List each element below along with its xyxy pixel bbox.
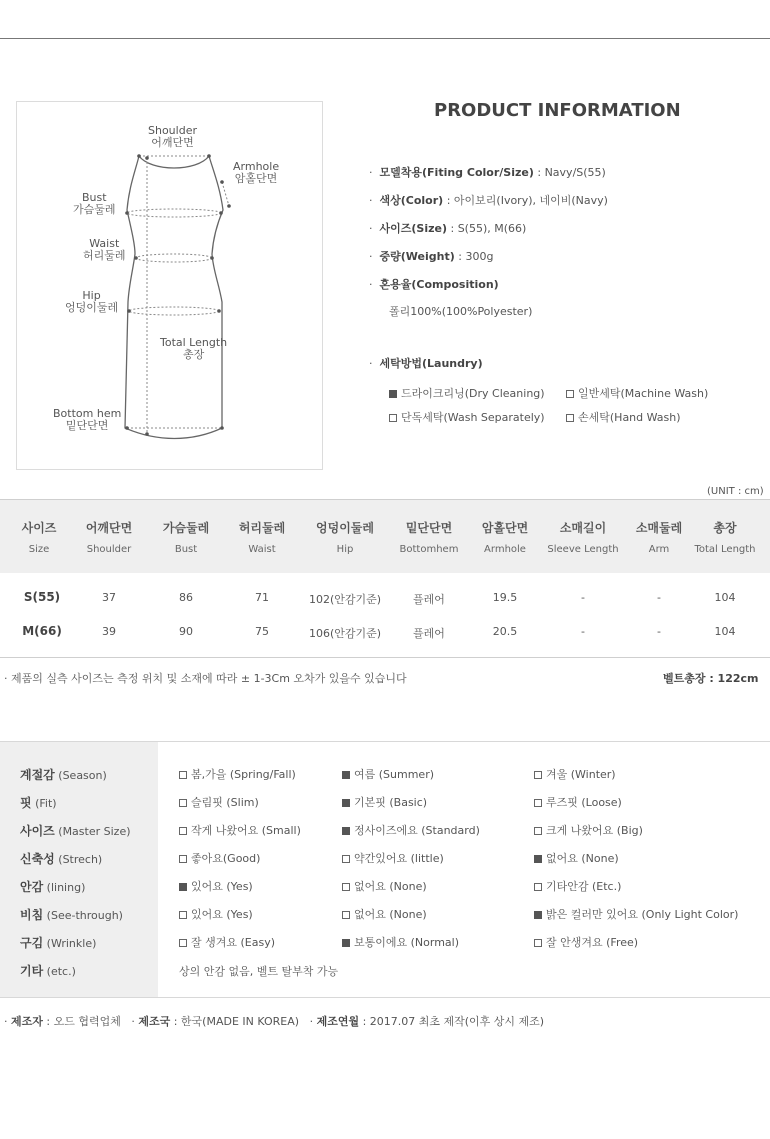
table-cell: 플레어 xyxy=(413,627,445,640)
table-cell-size: S(55) xyxy=(23,590,61,604)
option-label: 없어요 (None) xyxy=(354,880,427,893)
bullet: · xyxy=(369,222,373,235)
attr-see-through-label xyxy=(20,906,123,923)
checked-box-icon xyxy=(179,883,187,891)
option-label: 보통이에요 (Normal) xyxy=(354,936,460,949)
option-see-through-none xyxy=(342,906,427,922)
country-label: 제조국 xyxy=(138,1015,171,1028)
bust-label-ko: 가슴둘레 xyxy=(73,203,116,216)
unit-label: (UNIT : cm) xyxy=(707,486,764,497)
col-header-ko: 어깨단면 xyxy=(85,521,133,535)
option-label: 있어요 (Yes) xyxy=(191,880,253,893)
col-header-waist xyxy=(232,519,292,555)
armhole-label-en: Armhole xyxy=(233,160,280,173)
option-spring-fall xyxy=(179,766,296,782)
option-lining-none xyxy=(342,878,427,894)
armhole-label xyxy=(233,161,279,185)
col-header-ko: 가슴둘레 xyxy=(162,521,210,535)
option-label: 정사이즈에요 (Standard) xyxy=(354,824,480,837)
col-header-en: Shoulder xyxy=(86,544,132,555)
checked-box-icon xyxy=(389,390,397,398)
option-little xyxy=(342,850,444,866)
col-header-ko: 암홀단면 xyxy=(481,521,529,535)
table-cell: 37 xyxy=(102,591,116,604)
option-label: 약간있어요 (little) xyxy=(354,852,444,865)
attr-bottom-border xyxy=(0,997,770,998)
unchecked-box-icon xyxy=(179,911,187,919)
unchecked-box-icon xyxy=(179,799,187,807)
option-label: 잘 생겨요 (Easy) xyxy=(191,936,276,949)
checked-box-icon xyxy=(342,827,350,835)
table-cell: - xyxy=(581,625,585,638)
bottom-hem-label-ko: 밑단단면 xyxy=(65,419,109,432)
option-label: 밝은 컬러만 있어요 (Only Light Color) xyxy=(546,908,739,921)
unchecked-box-icon xyxy=(534,799,542,807)
bust-label xyxy=(73,192,116,216)
bullet: · xyxy=(309,1015,314,1028)
checked-box-icon xyxy=(342,799,350,807)
shoulder-label xyxy=(148,125,197,149)
waist-label-ko: 허리둘레 xyxy=(83,249,126,262)
model-row xyxy=(369,164,606,180)
attr-stretch-label xyxy=(20,850,102,867)
option-label: 잘 안생겨요 (Free) xyxy=(546,936,639,949)
laundry-dry-label: 드라이크리닝(Dry Cleaning) xyxy=(401,387,545,400)
option-label: 기본핏 (Basic) xyxy=(354,796,428,809)
table-cell: 39 xyxy=(102,625,116,638)
size-value: : S(55), M(66) xyxy=(447,222,527,235)
laundry-machine-wash xyxy=(566,385,708,401)
attr-en: (etc.) xyxy=(43,965,76,978)
unchecked-box-icon xyxy=(534,827,542,835)
unchecked-box-icon xyxy=(566,414,574,422)
attr-lining-label xyxy=(20,878,85,895)
table-cell: 106(안감기준) xyxy=(308,627,382,640)
waist-label-en: Waist xyxy=(89,237,120,250)
laundry-separate-label: 단독세탁(Wash Separately) xyxy=(401,411,545,424)
bottom-hem-label-en: Bottom hem xyxy=(53,407,122,420)
attr-en: (Season) xyxy=(54,769,107,782)
option-label: 없어요 (None) xyxy=(546,852,619,865)
table-cell: 75 xyxy=(255,625,269,638)
waist-label xyxy=(83,238,126,262)
color-value: : 아이보리(Ivory), 네이비(Navy) xyxy=(443,194,608,207)
col-header-total-length xyxy=(692,519,758,555)
col-header-en: Waist xyxy=(248,544,276,555)
option-label: 겨울 (Winter) xyxy=(546,768,616,781)
table-cell-size: M(66) xyxy=(22,624,62,638)
laundry-machine-label: 일반세탁(Machine Wash) xyxy=(578,387,709,400)
table-top-border xyxy=(0,499,770,500)
col-header-ko: 밑단단면 xyxy=(405,521,453,535)
attr-en: (Master Size) xyxy=(54,825,131,838)
size-note: · 제품의 실측 사이즈는 측정 위치 및 소재에 따라 ± 1-3Cm 오차가 있을수 있습니다 xyxy=(4,672,407,685)
attr-ko: 계절감 xyxy=(20,768,55,782)
option-see-through-light xyxy=(534,906,738,922)
option-slim xyxy=(179,794,259,810)
option-label: 크게 나왔어요 (Big) xyxy=(546,824,643,837)
option-lining-etc xyxy=(534,878,621,894)
unchecked-box-icon xyxy=(534,939,542,947)
col-header-ko: 허리둘레 xyxy=(238,521,286,535)
unchecked-box-icon xyxy=(566,390,574,398)
attr-ko: 비침 xyxy=(20,908,44,922)
option-see-through-yes xyxy=(179,906,253,922)
col-header-en: Arm xyxy=(648,544,670,555)
attr-ko: 구김 xyxy=(20,936,44,950)
option-label: 봄,가을 (Spring/Fall) xyxy=(191,768,296,781)
table-bottom-border xyxy=(0,657,770,658)
col-header-en: Bottomhem xyxy=(399,544,459,555)
attr-en: (See-through) xyxy=(43,909,123,922)
top-divider xyxy=(0,38,770,39)
checked-box-icon xyxy=(342,939,350,947)
col-header-ko: 사이즈 xyxy=(21,521,57,535)
unchecked-box-icon xyxy=(342,855,350,863)
hip-label xyxy=(65,290,118,314)
attr-ko: 기타 xyxy=(20,964,44,978)
size-label: 사이즈(Size) xyxy=(379,222,447,235)
hip-label-en: Hip xyxy=(82,289,101,302)
unchecked-box-icon xyxy=(389,414,397,422)
unchecked-box-icon xyxy=(342,911,350,919)
checked-box-icon xyxy=(534,855,542,863)
table-cell: 90 xyxy=(179,625,193,638)
etc-value: 상의 안감 없음, 벨트 탈부착 가능 xyxy=(179,965,339,978)
total-length-label-en: Total Length xyxy=(160,336,228,349)
table-cell: 20.5 xyxy=(492,625,518,638)
bullet: · xyxy=(369,278,373,291)
weight-row xyxy=(369,248,493,264)
table-cell: 104 xyxy=(714,625,736,638)
option-standard xyxy=(342,822,480,838)
col-header-bottomhem xyxy=(394,519,464,555)
belt-length: 벨트총장 : 122cm xyxy=(663,672,759,685)
product-info-title: PRODUCT INFORMATION xyxy=(434,100,681,121)
option-winter xyxy=(534,766,616,782)
col-header-ko: 소매길이 xyxy=(559,521,607,535)
col-header-en: Armhole xyxy=(484,544,526,555)
shoulder-label-en: Shoulder xyxy=(148,124,197,137)
manufacturer-info xyxy=(4,1013,544,1029)
col-header-armhole xyxy=(472,519,538,555)
attr-wrinkle-label xyxy=(20,934,96,951)
unchecked-box-icon xyxy=(342,883,350,891)
checked-box-icon xyxy=(534,911,542,919)
option-label: 루즈핏 (Loose) xyxy=(546,796,622,809)
bust-label-en: Bust xyxy=(81,191,107,204)
option-none xyxy=(534,850,619,866)
unchecked-box-icon xyxy=(179,939,187,947)
bullet: · xyxy=(369,194,373,207)
col-header-shoulder xyxy=(79,519,139,555)
attr-en: (Strech) xyxy=(54,853,103,866)
col-header-en: Total Length xyxy=(694,544,756,555)
table-cell: 86 xyxy=(179,591,193,604)
laundry-hand-wash xyxy=(566,409,681,425)
measurement-diagram xyxy=(16,101,323,470)
size-row xyxy=(369,220,526,236)
unchecked-box-icon xyxy=(179,827,187,835)
maker-value: : 오드 협력업체 xyxy=(42,1015,121,1028)
attr-season-label xyxy=(20,766,107,783)
bullet: · xyxy=(4,1015,8,1028)
bullet: · xyxy=(369,166,373,179)
shoulder-label-ko: 어깨단면 xyxy=(151,136,194,149)
laundry-hand-label: 손세탁(Hand Wash) xyxy=(578,411,681,424)
total-length-label-ko: 총장 xyxy=(182,348,205,361)
col-header-en: Bust xyxy=(174,544,198,555)
col-header-hip xyxy=(305,519,385,555)
col-header-ko: 엉덩이둘레 xyxy=(316,521,374,535)
laundry-dry-cleaning xyxy=(389,385,545,401)
composition-value: 폴리100%(100%Polyester) xyxy=(389,305,533,318)
country-value: : 한국(MADE IN KOREA) xyxy=(170,1015,300,1028)
col-header-en: Hip xyxy=(336,544,354,555)
option-label: 작게 나왔어요 (Small) xyxy=(191,824,301,837)
bullet: · xyxy=(131,1015,135,1028)
col-header-bust xyxy=(156,519,216,555)
armhole-label-ko: 암홀단면 xyxy=(234,172,278,185)
option-summer xyxy=(342,766,434,782)
table-cell: 102(안감기준) xyxy=(308,593,382,606)
attr-fit-label xyxy=(20,794,57,811)
attr-en: (Fit) xyxy=(31,797,57,810)
date-value: : 2017.07 최초 제작(이후 상시 제조) xyxy=(359,1015,545,1028)
attr-ko: 안감 xyxy=(20,880,44,894)
date-label: 제조연월 xyxy=(316,1015,360,1028)
hip-label-ko: 엉덩이둘레 xyxy=(65,301,119,314)
option-small xyxy=(179,822,301,838)
checked-box-icon xyxy=(342,771,350,779)
bottom-hem-label xyxy=(53,408,121,432)
attr-en: (lining) xyxy=(43,881,86,894)
table-cell: 19.5 xyxy=(492,591,518,604)
col-header-en: Sleeve Length xyxy=(547,544,619,555)
col-header-ko: 소매둘레 xyxy=(635,521,683,535)
table-cell: 104 xyxy=(714,591,736,604)
weight-value: : 300g xyxy=(454,250,494,263)
col-header-ko: 총장 xyxy=(713,521,737,535)
table-cell: - xyxy=(657,591,661,604)
total-length-label xyxy=(160,337,227,361)
option-loose xyxy=(534,794,622,810)
unchecked-box-icon xyxy=(534,771,542,779)
maker-label: 제조자 xyxy=(11,1015,43,1028)
laundry-label: 세탁방법(Laundry) xyxy=(379,357,483,370)
option-big xyxy=(534,822,643,838)
bullet: · xyxy=(369,250,373,263)
col-header-en: Size xyxy=(28,544,50,555)
option-label: 기타안감 (Etc.) xyxy=(546,880,622,893)
table-cell: - xyxy=(657,625,661,638)
attr-ko: 신축성 xyxy=(20,852,55,866)
col-header-sleeve-length xyxy=(543,519,623,555)
unchecked-box-icon xyxy=(179,855,187,863)
option-wrinkle-easy xyxy=(179,934,275,950)
unchecked-box-icon xyxy=(179,771,187,779)
composition-label: 혼용율(Composition) xyxy=(379,278,499,291)
option-good xyxy=(179,850,260,866)
option-label: 여름 (Summer) xyxy=(354,768,435,781)
col-header-size xyxy=(9,519,69,555)
color-row xyxy=(369,192,608,208)
attr-etc-label xyxy=(20,962,76,979)
option-lining-yes xyxy=(179,878,253,894)
table-cell: 플레어 xyxy=(413,593,445,606)
table-cell: - xyxy=(581,591,585,604)
laundry-wash-separately xyxy=(389,409,545,425)
color-label: 색상(Color) xyxy=(379,194,444,207)
option-wrinkle-normal xyxy=(342,934,459,950)
option-wrinkle-free xyxy=(534,934,638,950)
attr-ko: 사이즈 xyxy=(20,824,55,838)
laundry-row xyxy=(369,355,483,371)
option-label: 없어요 (None) xyxy=(354,908,427,921)
weight-label: 중량(Weight) xyxy=(379,250,455,263)
attr-ko: 핏 xyxy=(20,796,32,810)
attr-master-size-label xyxy=(20,822,131,839)
option-basic xyxy=(342,794,427,810)
model-label: 모델착용(Fiting Color/Size) xyxy=(379,166,534,179)
composition-row xyxy=(369,276,499,292)
model-value: : Navy/S(55) xyxy=(533,166,606,179)
option-label: 있어요 (Yes) xyxy=(191,908,253,921)
bullet: · xyxy=(369,357,373,370)
unchecked-box-icon xyxy=(534,883,542,891)
table-cell: 71 xyxy=(255,591,269,604)
option-label: 슬림핏 (Slim) xyxy=(191,796,259,809)
col-header-arm xyxy=(627,519,691,555)
attr-en: (Wrinkle) xyxy=(43,937,97,950)
option-label: 좋아요(Good) xyxy=(191,852,261,865)
